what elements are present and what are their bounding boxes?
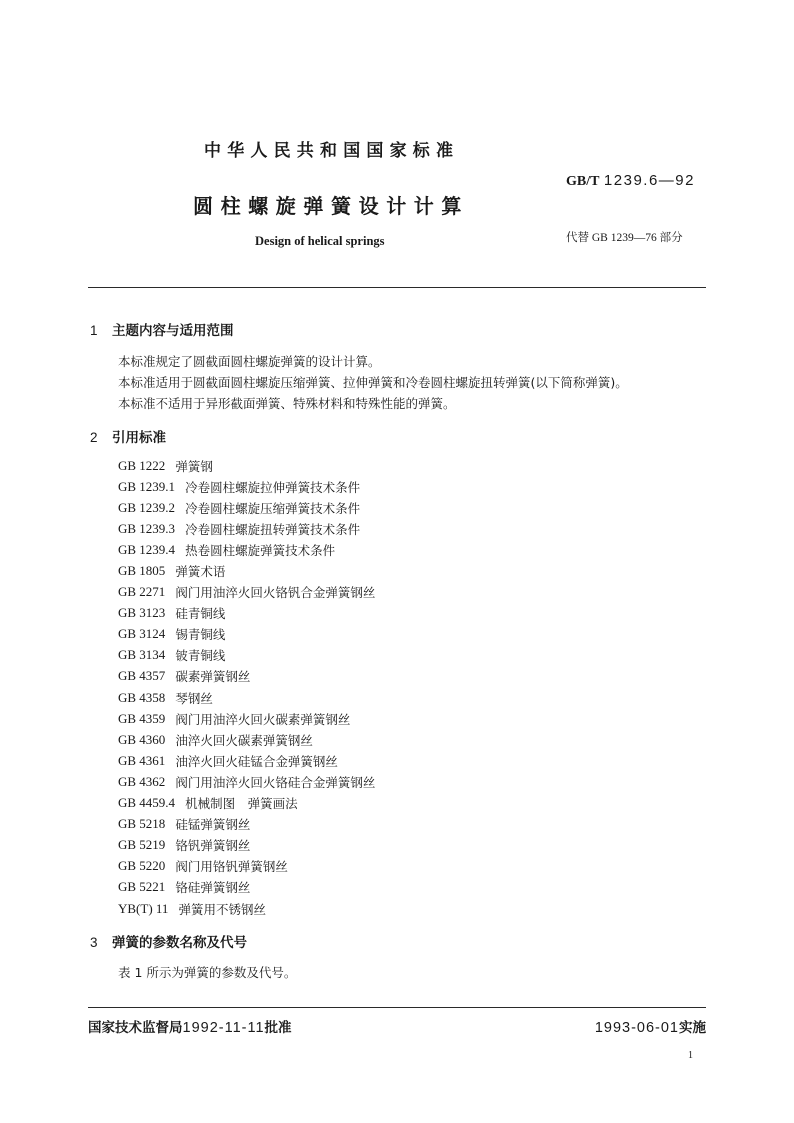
approval-org: 国家技术监督局 [88,1020,183,1036]
reference-code: GB 4459.4 [118,795,176,811]
reference-code: GB 1222 [118,457,166,473]
reference-item [118,539,375,560]
reference-item [118,666,375,687]
reference-item [118,455,375,476]
reference-code: GB 3124 [118,626,166,642]
reference-title: 阀门用油淬火回火铬硅合金弹簧钢丝 [175,774,376,790]
document-title-cn: 圆柱螺旋弹簧设计计算 [193,194,469,218]
section-title: 引用标准 [112,430,166,446]
reference-code: GB 4357 [118,668,166,684]
reference-item [118,793,375,814]
footer-divider [88,1007,706,1008]
reference-title: 琴钢丝 [175,690,213,706]
reference-code: GB 5220 [118,858,166,874]
reference-title: 铍青铜线 [175,648,226,664]
reference-title: 冷卷圆柱螺旋扭转弹簧技术条件 [185,521,361,537]
section-title: 主题内容与适用范围 [112,323,234,339]
reference-item [118,708,375,729]
standard-prefix: GB/T [566,174,600,189]
reference-item [118,476,375,497]
reference-item [118,687,375,708]
section-heading-2 [90,426,166,446]
paragraph: 本标准适用于圆截面圆柱螺旋压缩弹簧、拉伸弹簧和冷卷圆柱螺旋扭转弹簧(以下简称弹簧)。 [118,375,628,390]
reference-title: 阀门用铬钒弹簧钢丝 [175,859,288,875]
reference-code: GB 4362 [118,773,166,789]
reference-item [118,856,375,877]
paragraph: 本标准规定了圆截面圆柱螺旋弹簧的设计计算。 [118,354,381,369]
standard-code: 1239.6—92 [603,172,695,189]
reference-title: 弹簧用不锈钢丝 [178,901,266,917]
section-number: 3 [90,935,98,950]
reference-item [118,898,375,919]
reference-item [118,835,375,856]
reference-title: 冷卷圆柱螺旋压缩弹簧技术条件 [185,500,361,516]
reference-code: GB 4360 [118,731,166,747]
reference-code: GB 4359 [118,710,166,726]
reference-code: GB 4358 [118,689,166,705]
approval-label: 批准 [264,1020,292,1036]
reference-code: GB 1239.4 [118,541,176,557]
reference-title: 油淬火回火硅锰合金弹簧钢丝 [175,753,338,769]
approval-info [88,1016,292,1036]
reference-title: 弹簧钢 [175,458,213,474]
reference-code: GB 5221 [118,879,166,895]
reference-code: GB 5219 [118,837,166,853]
reference-title: 阀门用油淬火回火铬钒合金弹簧钢丝 [175,585,376,601]
header-divider [88,287,706,288]
reference-code: GB 1239.1 [118,478,176,494]
document-title-en: Design of helical springs [255,234,385,248]
reference-title: 热卷圆柱螺旋弹簧技术条件 [185,542,336,558]
reference-item [118,814,375,835]
reference-item [118,645,375,666]
effective-info [595,1016,706,1036]
country-standard-heading: 中华人民共和国国家标准 [204,141,460,161]
reference-item [118,877,375,898]
reference-title: 硅锰弹簧钢丝 [175,817,251,833]
page-number: 1 [688,1050,693,1061]
reference-item [118,624,375,645]
reference-title: 阀门用油淬火回火碳素弹簧钢丝 [175,711,351,727]
approval-date: 1992-11-11 [182,1020,265,1036]
reference-code: YB(T) 11 [118,900,169,916]
reference-title: 铬硅弹簧钢丝 [175,880,251,896]
reference-title: 铬钒弹簧钢丝 [175,838,251,854]
replaces-note: 代替 GB 1239—76 部分 [566,232,683,244]
standard-number [566,172,695,190]
reference-code: GB 5218 [118,816,166,832]
reference-item [118,603,375,624]
reference-title: 机械制图 弹簧画法 [185,796,298,812]
section-number: 1 [90,323,98,338]
effective-date: 1993-06-01 [594,1020,679,1036]
reference-title: 弹簧术语 [175,564,226,580]
reference-list [118,455,375,919]
reference-code: GB 3123 [118,605,166,621]
paragraph: 表 1 所示为弹簧的参数及代号。 [118,965,297,980]
reference-item [118,560,375,581]
reference-code: GB 4361 [118,752,166,768]
section-heading-1 [90,319,234,339]
reference-title: 碳素弹簧钢丝 [175,669,251,685]
reference-item [118,750,375,771]
reference-code: GB 1239.3 [118,520,176,536]
reference-title: 冷卷圆柱螺旋拉伸弹簧技术条件 [185,479,361,495]
effective-label: 实施 [679,1020,706,1036]
reference-code: GB 3134 [118,647,166,663]
reference-title: 油淬火回火碳素弹簧钢丝 [175,732,313,748]
reference-item [118,771,375,792]
reference-title: 锡青铜线 [175,627,226,643]
reference-item [118,497,375,518]
reference-item [118,582,375,603]
reference-item [118,518,375,539]
reference-title: 硅青铜线 [175,606,226,622]
reference-code: GB 1805 [118,563,166,579]
section-title: 弹簧的参数名称及代号 [112,935,247,951]
reference-item [118,729,375,750]
section-number: 2 [90,430,98,445]
reference-code: GB 2271 [118,584,166,600]
paragraph: 本标准不适用于异形截面弹簧、特殊材料和特殊性能的弹簧。 [118,396,456,411]
reference-code: GB 1239.2 [118,499,176,515]
section-heading-3 [90,931,247,951]
